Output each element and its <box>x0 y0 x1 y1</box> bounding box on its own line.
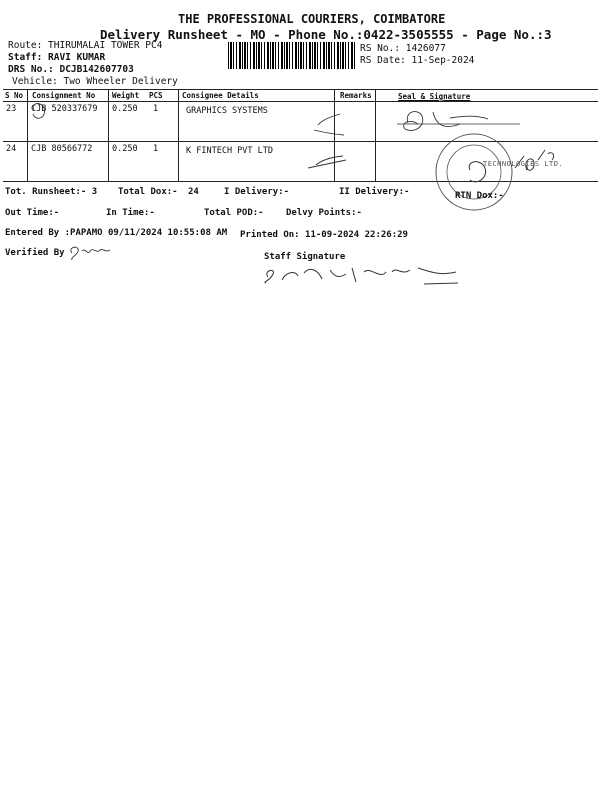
staff-label: Staff: RAVI KUMAR <box>8 52 106 63</box>
row-weight: 0.250 <box>112 144 138 154</box>
stamp-text: TECHNOLOGIES LTD. <box>483 160 564 168</box>
tot-runsheet: Tot. Runsheet:- 3 <box>5 187 98 197</box>
header-consignee: Consignee Details <box>182 91 259 100</box>
header-remarks: Remarks <box>340 91 372 100</box>
route-label: Route: THIRUMALAI TOWER PC4 <box>8 40 163 51</box>
total-dox-label: Total Dox:- <box>118 187 178 197</box>
total-dox-value: 24 <box>188 187 199 197</box>
i-delivery-label: I Delivery:- <box>224 187 290 197</box>
in-time-label: In Time:- <box>106 208 155 218</box>
row-pcs: 1 <box>153 104 159 114</box>
scribble-mark <box>33 104 45 119</box>
header-consignment: Consignment No <box>32 91 96 100</box>
row-consignment: CJB 520337679 <box>31 104 98 114</box>
remark-tick <box>314 114 344 135</box>
staff-signature-label: Staff Signature <box>264 252 346 262</box>
row-sno: 23 <box>6 104 17 114</box>
header-weight: Weight <box>112 91 140 100</box>
row-consignment: CJB 80566772 <box>31 144 93 154</box>
delvy-points-label: Delvy Points:- <box>286 208 362 218</box>
rs-number: RS No.: 1426077 <box>360 43 446 54</box>
row-weight: 0.250 <box>112 104 138 114</box>
company-name: THE PROFESSIONAL COURIERS, COIMBATORE <box>178 12 446 26</box>
out-time-label: Out Time:- <box>5 208 60 218</box>
ii-delivery-label: II Delivery:- <box>339 187 410 197</box>
rtn-dox-label: RTN Dox:- <box>455 191 504 201</box>
verified-by-label: Verified By <box>5 248 65 258</box>
row-pcs: 1 <box>153 144 159 154</box>
row-sno: 24 <box>6 144 17 154</box>
signature-mark <box>404 112 488 131</box>
runsheet-title: Delivery Runsheet - MO - Phone No.:0422-3505555 - Page No.:3 <box>100 27 552 42</box>
rs-date: RS Date: 11-Sep-2024 <box>360 55 475 66</box>
verified-signature-mark <box>71 247 110 260</box>
entered-by: Entered By :PAPAMO 09/11/2024 10:55:08 AM <box>5 228 228 238</box>
remark-tick <box>308 156 346 168</box>
vehicle-label: Vehicle: Two Wheeler Delivery <box>12 76 178 87</box>
total-pod-label: Total POD:- <box>204 208 264 218</box>
header-pcs: PCS <box>149 91 163 100</box>
header-seal-signature: Seal & Signature <box>398 92 471 101</box>
printed-on: Printed On: 11-09-2024 22:26:29 <box>240 230 408 240</box>
staff-signature-mark <box>265 268 458 284</box>
header-sno: S No <box>5 91 24 100</box>
row-consignee: K FINTECH PVT LTD <box>186 146 273 156</box>
drs-number: DRS No.: DCJB142607703 <box>8 64 134 75</box>
row-consignee: GRAPHICS SYSTEMS <box>186 106 268 116</box>
